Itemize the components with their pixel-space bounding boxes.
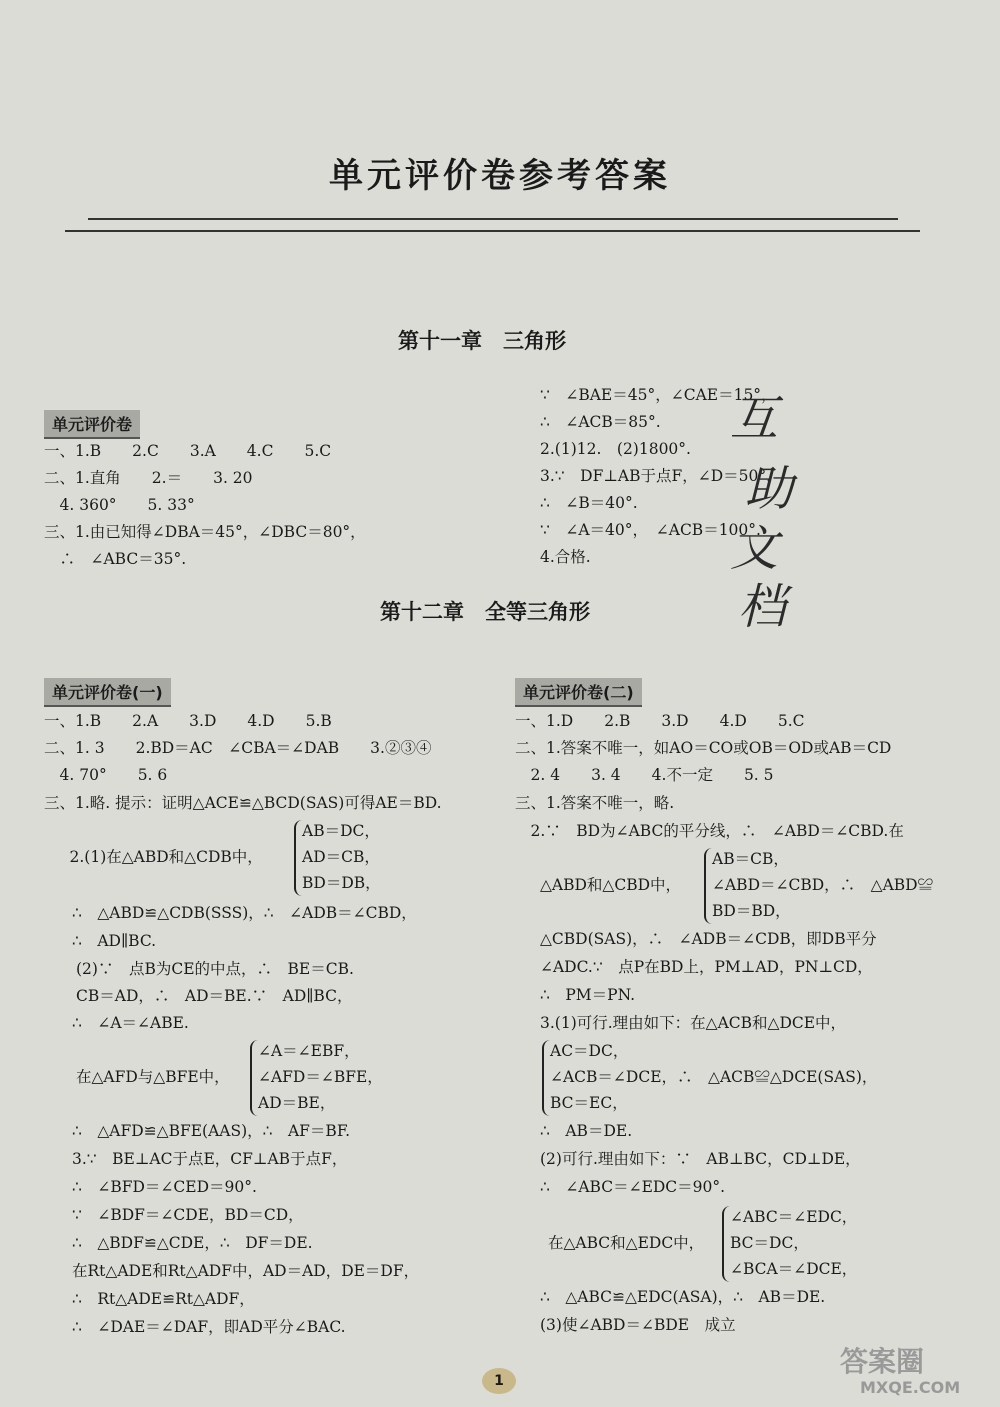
answer-line: ∵ ∠A＝40°， ∠ACB＝100°.	[540, 521, 761, 539]
answer-line: BD＝BD，	[712, 902, 791, 920]
answer-line: ∴ ∠ABC＝∠EDC＝90°.	[540, 1178, 726, 1196]
answer-line: ∴ △AFD≌△BFE(AAS)，∴ AF＝BF.	[72, 1122, 351, 1140]
answer-line: ∴ ∠ACB＝85°.	[540, 413, 661, 431]
answer-line: ∵ ∠BAE＝45°，∠CAE＝15°，	[540, 386, 777, 404]
answer-line: 4. 70° 5. 6	[44, 766, 168, 784]
chapter-11-heading: 第十一章 三角形	[398, 329, 566, 353]
answer-line: 4. 360° 5. 33°	[44, 496, 195, 514]
answer-line: ∴ △BDF≌△CDE，∴ DF＝DE.	[72, 1234, 313, 1252]
answer-line: 一、1.B 2.A 3.D 4.D 5.B	[44, 712, 332, 730]
answer-line: ∠ABC＝∠EDC，	[730, 1208, 858, 1226]
answer-line: 三、1.答案不唯一，略.	[515, 794, 675, 812]
answer-line: AD＝BE，	[258, 1094, 336, 1112]
watermark-logo: 答案圈	[840, 1345, 925, 1378]
answer-line: ∴ ∠B＝40°.	[540, 494, 638, 512]
answer-line: ∴ Rt△ADE≌Rt△ADF，	[72, 1290, 255, 1308]
answer-line: 在△AFD与△BFE中，	[76, 1068, 230, 1086]
chapter-12-heading: 第十二章 全等三角形	[380, 600, 590, 624]
answer-line: CB＝AD，∴ AD＝BE.∵ AD∥BC，	[76, 987, 353, 1005]
answer-line: ∴ ∠A＝∠ABE.	[72, 1014, 189, 1032]
answer-line: 三、1.由已知得∠DBA＝45°，∠DBC＝80°，	[44, 523, 366, 541]
title-rule	[88, 218, 898, 220]
title-rule	[65, 230, 920, 232]
page-number: 1	[482, 1368, 516, 1394]
answer-line: ∴ △ABD≌△CDB(SSS)，∴ ∠ADB＝∠CBD，	[72, 904, 417, 922]
handwriting-mark: 助	[745, 461, 794, 517]
handwriting-mark: 文	[730, 521, 779, 577]
answer-line: BC＝EC，	[550, 1094, 628, 1112]
section-tag: 单元评价卷(一)	[44, 678, 171, 707]
answer-line: ∠A＝∠EBF，	[258, 1042, 360, 1060]
answer-line: AB＝CB，	[712, 850, 789, 868]
answer-line: ∴ ∠BFD＝∠CED＝90°.	[72, 1178, 257, 1196]
answer-line: ∴ ∠ABC＝35°.	[44, 550, 187, 568]
answer-line: (2)∵ 点B为CE的中点，∴ BE＝CB.	[76, 960, 354, 978]
answer-line: BC＝DC，	[730, 1234, 809, 1252]
section-tag: 单元评价卷	[44, 410, 140, 439]
answer-line: 2.(1)12. (2)1800°.	[540, 440, 691, 458]
handwriting-mark: 互	[730, 391, 779, 447]
answer-line: ∠ABD＝∠CBD，∴ △ABD≌	[712, 876, 934, 894]
answer-line: 三、1.略. 提示：证明△ACE≌△BCD(SAS)可得AE＝BD.	[44, 794, 442, 812]
answer-line: AC＝DC，	[550, 1042, 629, 1060]
answer-line: ∠ACB＝∠DCE，∴ △ACB≌△DCE(SAS)，	[550, 1068, 878, 1086]
answer-line: ∴ AB＝DE.	[540, 1122, 633, 1140]
answer-line: ∠AFD＝∠BFE，	[258, 1068, 383, 1086]
answer-line: (3)使∠ABD＝∠BDE 成立	[540, 1316, 736, 1334]
answer-line: 二、1.直角 2.＝ 3. 20	[44, 469, 253, 487]
page-title: 单元评价卷参考答案	[329, 156, 671, 196]
answer-line: AB＝DC，	[302, 822, 380, 840]
answer-line: 一、1.B 2.C 3.A 4.C 5.C	[44, 442, 332, 460]
answer-line: ∴ PM＝PN.	[540, 986, 636, 1004]
answer-line: △CBD(SAS)，∴ ∠ADB＝∠CDB，即DB平分	[540, 930, 877, 948]
answer-line: ∠ADC.∵ 点P在BD上，PM⊥AD，PN⊥CD，	[540, 958, 873, 976]
answer-line: △ABD和△CBD中，	[540, 876, 682, 894]
handwriting-mark: 档	[738, 579, 787, 635]
answer-line: 在Rt△ADE和Rt△ADF中，AD＝AD，DE＝DF，	[72, 1262, 420, 1280]
answer-line: ∴ ∠DAE＝∠DAF，即AD平分∠BAC.	[72, 1318, 346, 1336]
answer-line: ∴ AD∥BC.	[72, 932, 157, 950]
answer-line: AD＝CB，	[302, 848, 380, 866]
answer-line: ∵ ∠BDF＝∠CDE，BD＝CD，	[72, 1206, 304, 1224]
watermark-url: MXQE.COM	[860, 1378, 961, 1397]
answer-line: 3.∵ DF⊥AB于点F，∠D＝50°，	[540, 467, 782, 485]
answer-line: 在△ABC和△EDC中，	[548, 1234, 705, 1252]
answer-line: ∴ △ABC≌△EDC(ASA)，∴ AB＝DE.	[540, 1288, 826, 1306]
answer-line: 3.∵ BE⊥AC于点E，CF⊥AB于点F，	[72, 1150, 348, 1168]
section-tag: 单元评价卷(二)	[515, 678, 642, 707]
answer-line: 二、1.答案不唯一，如AO＝CO或OB＝OD或AB＝CD	[515, 739, 892, 757]
answer-line: 4.合格.	[540, 548, 591, 566]
answer-line: 二、1. 3 2.BD＝AC ∠CBA＝∠DAB 3.②③④	[44, 739, 432, 757]
answer-line: 2. 4 3. 4 4.不一定 5. 5	[515, 766, 774, 784]
answer-line: BD＝DB，	[302, 874, 381, 892]
answer-line: 2.(1)在△ABD和△CDB中，	[54, 848, 263, 866]
answer-line: 2.∵ BD为∠ABC的平分线，∴ ∠ABD＝∠CBD.在	[515, 822, 904, 840]
answer-line: (2)可行.理由如下：∵ AB⊥BC，CD⊥DE，	[540, 1150, 861, 1168]
answer-line: ∠BCA＝∠DCE，	[730, 1260, 858, 1278]
answer-line: 一、1.D 2.B 3.D 4.D 5.C	[515, 712, 805, 730]
answer-line: 3.(1)可行.理由如下：在△ACB和△DCE中，	[540, 1014, 847, 1032]
